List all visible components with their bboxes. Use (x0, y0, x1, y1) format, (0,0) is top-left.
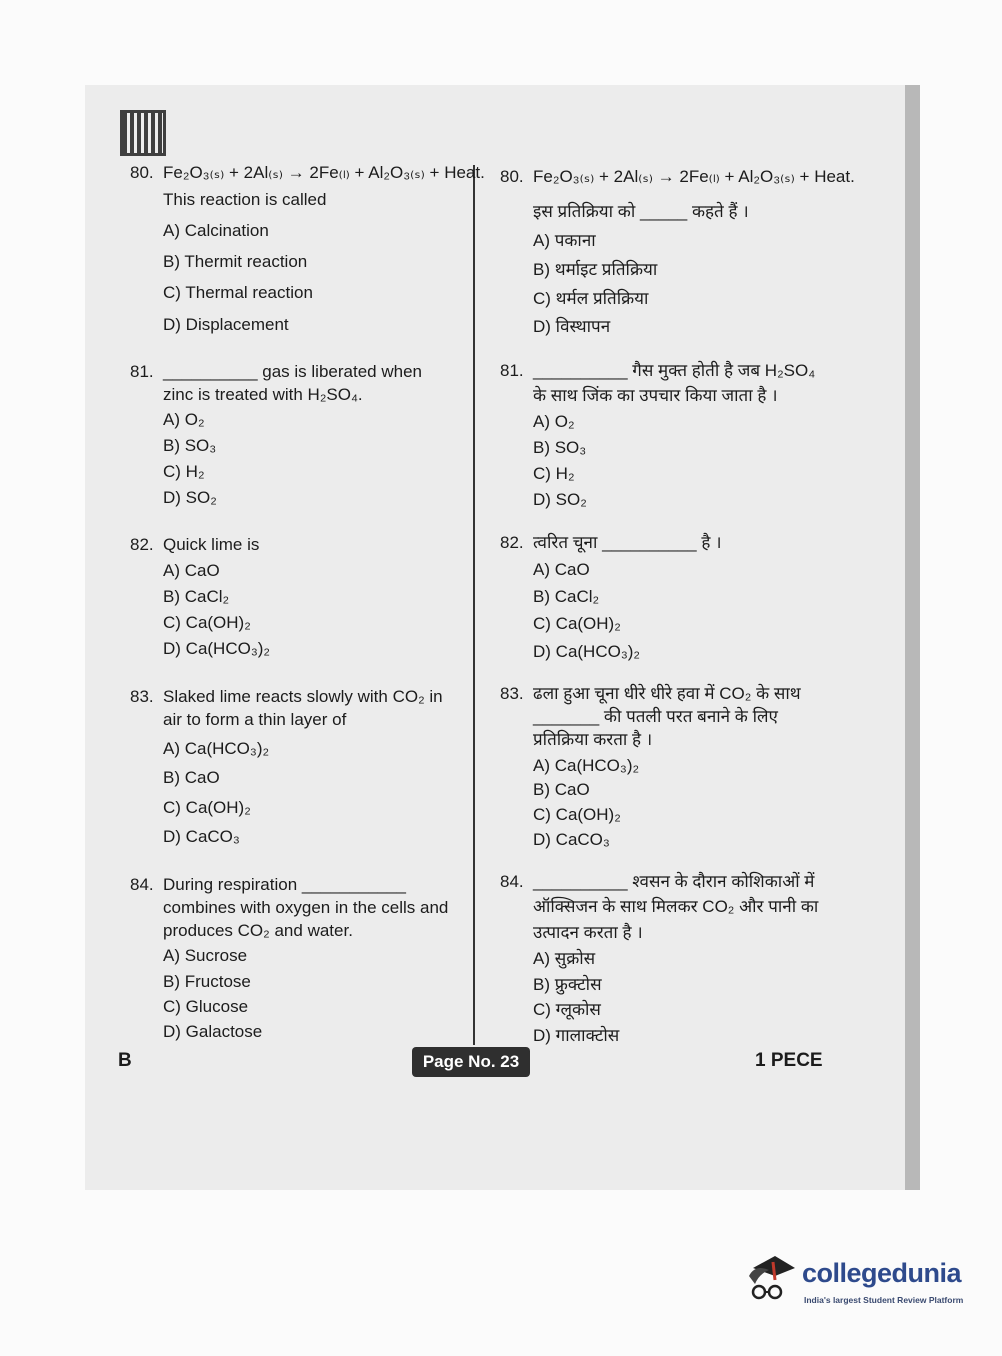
answer-option: B) CaCl₂ (163, 587, 230, 606)
answer-option: C) H₂ (533, 464, 575, 483)
answer-option: A) CaO (163, 561, 220, 580)
question-text: Fe₂O₃₍ₛ₎ + 2Al₍ₛ₎ → 2Fe₍ₗ₎ + Al₂O₃₍ₛ₎ + Heat. (533, 167, 855, 186)
answer-option: A) सुक्रोस (533, 949, 596, 968)
answer-option: C) H₂ (163, 462, 205, 481)
answer-option: A) Sucrose (163, 946, 248, 965)
question-number: 81. (500, 361, 524, 380)
question-text: __________ गैस मुक्त होती है जब H₂SO₄ (533, 361, 816, 380)
question-text: Quick lime is (163, 535, 260, 554)
question-number: 83. (130, 687, 154, 706)
answer-option: D) SO₂ (163, 488, 217, 507)
question-number: 83. (500, 684, 524, 703)
question-text: _______ की पतली परत बनाने के लिए (533, 707, 778, 726)
answer-option: D) विस्थापन (533, 317, 611, 336)
question-number: 84. (130, 875, 154, 894)
answer-option: C) थर्मल प्रतिक्रिया (533, 289, 649, 308)
question-text: zinc is treated with H₂SO₄. (163, 385, 363, 404)
question-text: Fe₂O₃₍ₛ₎ + 2Al₍ₛ₎ → 2Fe₍ₗ₎ + Al₂O₃₍ₛ₎ + Heat. (163, 163, 485, 182)
answer-option: B) Fructose (163, 972, 251, 991)
answer-option: B) CaO (163, 768, 220, 787)
question-number: 80. (500, 167, 524, 186)
question-text: __________ श्वसन के दौरान कोशिकाओं में (533, 872, 815, 891)
answer-option: A) Ca(HCO₃)₂ (163, 739, 270, 758)
question-text: त्वरित चूना __________ है । (533, 533, 722, 552)
question-text: combines with oxygen in the cells and (163, 898, 449, 917)
mascot-icon (745, 1254, 797, 1306)
answer-option: D) Ca(HCO₃)₂ (533, 642, 641, 661)
qr-code-icon (123, 113, 163, 153)
question-number: 84. (500, 872, 524, 891)
answer-option: B) थर्माइट प्रतिक्रिया (533, 260, 658, 279)
answer-option: B) CaO (533, 780, 590, 799)
question-text: Slaked lime reacts slowly with CO₂ in (163, 687, 443, 706)
paper-code: 1 PECE (755, 1050, 823, 1071)
answer-option: D) Ca(HCO₃)₂ (163, 639, 271, 658)
answer-option: B) Thermit reaction (163, 252, 308, 271)
question-text: During respiration ___________ (163, 875, 406, 894)
answer-option: D) गालाक्टोस (533, 1026, 620, 1045)
scan-edge-shadow (905, 85, 920, 1190)
answer-option: A) O₂ (163, 410, 205, 429)
answer-option: B) SO₃ (533, 438, 587, 457)
answer-option: A) O₂ (533, 412, 575, 431)
question-text: produces CO₂ and water. (163, 921, 353, 940)
question-number: 81. (130, 362, 154, 381)
answer-option: A) Ca(HCO₃)₂ (533, 756, 640, 775)
answer-option: C) ग्लूकोस (533, 1000, 601, 1019)
answer-option: B) SO₃ (163, 436, 217, 455)
question-number: 82. (130, 535, 154, 554)
answer-option: A) Calcination (163, 221, 269, 240)
question-text: This reaction is called (163, 190, 327, 209)
question-number: 80. (130, 163, 154, 182)
answer-option: D) SO₂ (533, 490, 587, 509)
question-text: इस प्रतिक्रिया को _____ कहते हैं । (533, 202, 749, 221)
question-text: प्रतिक्रिया करता है । (533, 730, 653, 749)
answer-option: D) CaCO₃ (533, 830, 610, 849)
answer-option: C) Thermal reaction (163, 283, 313, 302)
collegedunia-logo (745, 1250, 975, 1310)
answer-option: B) CaCl₂ (533, 587, 600, 606)
logo-tagline: India's largest Student Review Platform (804, 1295, 964, 1305)
answer-option: C) Ca(OH)₂ (533, 805, 621, 824)
question-text: ऑक्सिजन के साथ मिलकर CO₂ और पानी का (533, 897, 819, 916)
answer-option: D) Displacement (163, 315, 289, 334)
question-text: ढला हुआ चूना धीरे धीरे हवा में CO₂ के साथ (533, 684, 801, 703)
question-text: के साथ जिंक का उपचार किया जाता है । (533, 386, 778, 405)
question-text: उत्पादन करता है । (533, 923, 643, 942)
answer-option: C) Ca(OH)₂ (533, 614, 621, 633)
column-divider (473, 165, 475, 1045)
page-number-badge: Page No. 23 (412, 1047, 530, 1077)
answer-option: A) पकाना (533, 231, 596, 250)
answer-option: C) Ca(OH)₂ (163, 798, 251, 817)
question-text: __________ gas is liberated when (163, 362, 422, 381)
answer-option: C) Glucose (163, 997, 249, 1016)
answer-option: D) CaCO₃ (163, 827, 240, 846)
answer-option: C) Ca(OH)₂ (163, 613, 251, 632)
answer-option: B) फ्रुक्टोस (533, 975, 602, 994)
answer-option: A) CaO (533, 560, 590, 579)
question-number: 82. (500, 533, 524, 552)
question-text: air to form a thin layer of (163, 710, 347, 729)
logo-name: collegedunia (802, 1258, 962, 1288)
answer-option: D) Galactose (163, 1022, 263, 1041)
set-label: B (118, 1050, 132, 1071)
